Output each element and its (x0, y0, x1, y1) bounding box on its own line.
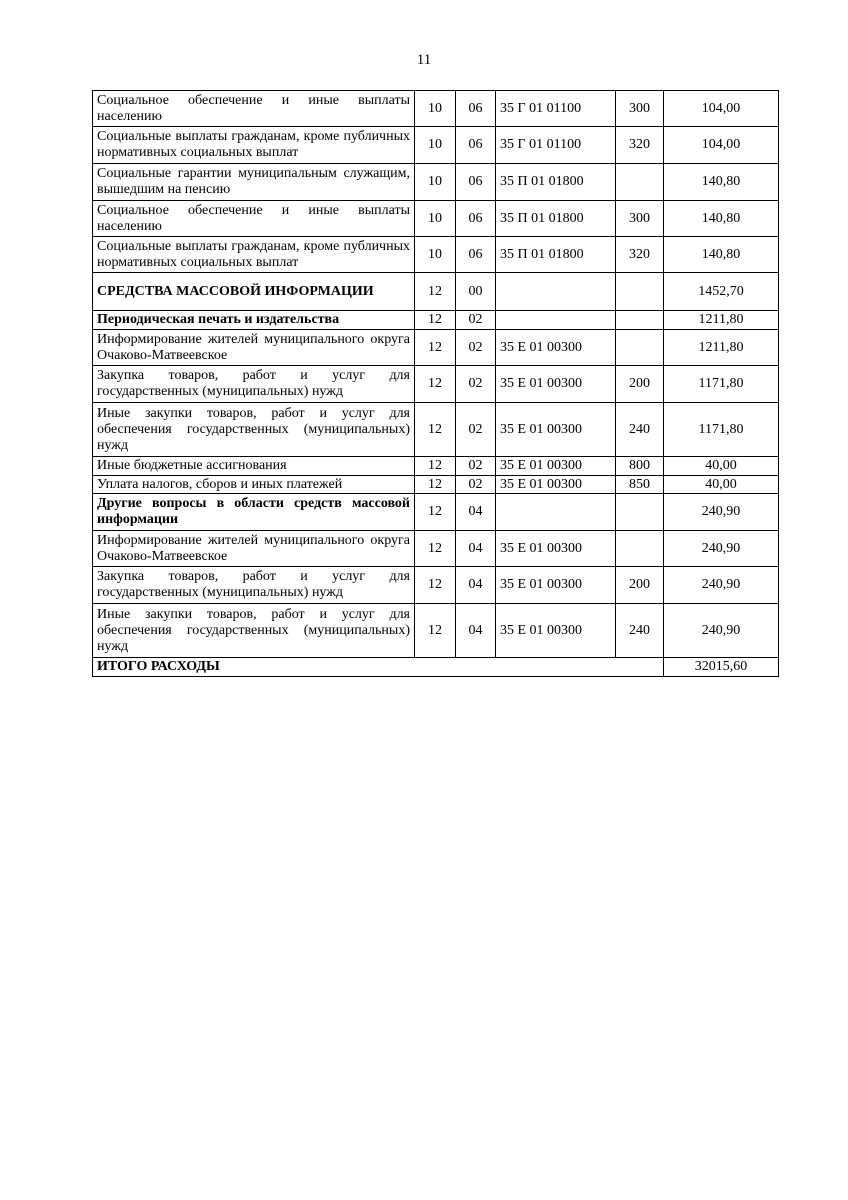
row-name: Другие вопросы в области средств массовой информации (93, 494, 415, 531)
row-expense-type: 320 (616, 127, 664, 164)
row-subsection: 02 (456, 476, 496, 494)
row-target-code: 35 Е 01 00300 (496, 366, 616, 403)
row-expense-type (616, 330, 664, 366)
row-section: 10 (415, 127, 456, 164)
table-row (93, 494, 779, 531)
row-target-code: 35 Е 01 00300 (496, 403, 616, 457)
row-subsection: 02 (456, 311, 496, 330)
row-name: Социальное обеспечение и иные выплаты населению (93, 201, 415, 237)
row-amount: 1171,80 (664, 403, 779, 457)
row-name: Информирование жителей муниципального округа Очаково-Матвеевское (93, 531, 415, 567)
row-name: Информирование жителей муниципального округа Очаково-Матвеевское (93, 330, 415, 366)
row-section: 12 (415, 403, 456, 457)
row-target-code (496, 311, 616, 330)
table-row (93, 127, 779, 164)
row-amount: 40,00 (664, 476, 779, 494)
row-amount: 104,00 (664, 127, 779, 164)
row-section: 10 (415, 164, 456, 201)
row-amount: 1211,80 (664, 311, 779, 330)
table-row (93, 567, 779, 604)
row-amount: 240,90 (664, 567, 779, 604)
row-subsection: 06 (456, 164, 496, 201)
row-target-code: 35 П 01 01800 (496, 164, 616, 201)
total-row (93, 658, 779, 677)
row-amount: 240,90 (664, 604, 779, 658)
row-target-code: 35 Е 01 00300 (496, 567, 616, 604)
row-target-code (496, 494, 616, 531)
row-expense-type: 300 (616, 91, 664, 127)
table-row (93, 457, 779, 476)
page-number: 11 (416, 52, 432, 68)
row-amount: 240,90 (664, 494, 779, 531)
table-row (93, 476, 779, 494)
table-row (93, 403, 779, 457)
row-expense-type (616, 273, 664, 311)
row-amount: 240,90 (664, 531, 779, 567)
row-expense-type (616, 531, 664, 567)
row-section: 12 (415, 476, 456, 494)
row-amount: 140,80 (664, 201, 779, 237)
row-name: Социальное обеспечение и иные выплаты населению (93, 91, 415, 127)
row-name: Иные закупки товаров, работ и услуг для обеспечения государственных (муниципальных) нужд (93, 604, 415, 658)
row-name: СРЕДСТВА МАССОВОЙ ИНФОРМАЦИИ (93, 273, 415, 311)
row-expense-type (616, 311, 664, 330)
row-expense-type (616, 164, 664, 201)
row-target-code: 35 П 01 01800 (496, 237, 616, 273)
row-amount: 1452,70 (664, 273, 779, 311)
row-subsection: 06 (456, 127, 496, 164)
row-subsection: 06 (456, 91, 496, 127)
row-subsection: 06 (456, 237, 496, 273)
row-target-code: 35 Г 01 01100 (496, 91, 616, 127)
table-row (93, 237, 779, 273)
row-section: 12 (415, 457, 456, 476)
row-target-code: 35 Е 01 00300 (496, 457, 616, 476)
row-expense-type: 800 (616, 457, 664, 476)
row-amount: 140,80 (664, 164, 779, 201)
row-expense-type: 320 (616, 237, 664, 273)
row-subsection: 04 (456, 604, 496, 658)
row-expense-type: 240 (616, 403, 664, 457)
row-section: 12 (415, 494, 456, 531)
row-expense-type: 200 (616, 366, 664, 403)
row-expense-type: 240 (616, 604, 664, 658)
table-row (93, 366, 779, 403)
table-row (93, 330, 779, 366)
row-section: 12 (415, 567, 456, 604)
row-subsection: 04 (456, 494, 496, 531)
row-subsection: 04 (456, 531, 496, 567)
row-target-code: 35 П 01 01800 (496, 201, 616, 237)
row-section: 10 (415, 237, 456, 273)
row-amount: 1211,80 (664, 330, 779, 366)
table-row (93, 164, 779, 201)
row-section: 12 (415, 531, 456, 567)
row-section: 12 (415, 311, 456, 330)
table-row (93, 531, 779, 567)
row-target-code: 35 Г 01 01100 (496, 127, 616, 164)
row-subsection: 00 (456, 273, 496, 311)
row-section: 12 (415, 366, 456, 403)
row-amount: 104,00 (664, 91, 779, 127)
row-name: Иные закупки товаров, работ и услуг для обеспечения государственных (муниципальных) нужд (93, 403, 415, 457)
row-amount: 1171,80 (664, 366, 779, 403)
budget-table-body (93, 91, 779, 677)
row-target-code: 35 Е 01 00300 (496, 531, 616, 567)
row-target-code: 35 Е 01 00300 (496, 330, 616, 366)
row-section: 12 (415, 330, 456, 366)
row-name: Периодическая печать и издательства (93, 311, 415, 330)
row-subsection: 04 (456, 567, 496, 604)
total-amount: 32015,60 (664, 658, 779, 677)
table-row (93, 91, 779, 127)
row-section: 10 (415, 201, 456, 237)
total-label: ИТОГО РАСХОДЫ (93, 658, 664, 677)
row-subsection: 02 (456, 366, 496, 403)
row-name: Социальные гарантии муниципальным служащим, вышедшим на пенсию (93, 164, 415, 201)
row-name: Закупка товаров, работ и услуг для государственных (муниципальных) нужд (93, 567, 415, 604)
row-amount: 140,80 (664, 237, 779, 273)
row-name: Социальные выплаты гражданам, кроме публичных нормативных социальных выплат (93, 237, 415, 273)
row-expense-type: 300 (616, 201, 664, 237)
table-row (93, 273, 779, 311)
row-section: 12 (415, 604, 456, 658)
row-target-code (496, 273, 616, 311)
table-row (93, 201, 779, 237)
row-subsection: 02 (456, 403, 496, 457)
row-name: Уплата налогов, сборов и иных платежей (93, 476, 415, 494)
table-row (93, 311, 779, 330)
row-expense-type: 850 (616, 476, 664, 494)
row-amount: 40,00 (664, 457, 779, 476)
table-row (93, 604, 779, 658)
row-target-code: 35 Е 01 00300 (496, 604, 616, 658)
row-name: Закупка товаров, работ и услуг для государственных (муниципальных) нужд (93, 366, 415, 403)
row-section: 12 (415, 273, 456, 311)
row-subsection: 06 (456, 201, 496, 237)
row-expense-type: 200 (616, 567, 664, 604)
row-subsection: 02 (456, 457, 496, 476)
row-section: 10 (415, 91, 456, 127)
budget-table (92, 90, 779, 677)
row-name: Социальные выплаты гражданам, кроме публичных нормативных социальных выплат (93, 127, 415, 164)
row-target-code: 35 Е 01 00300 (496, 476, 616, 494)
row-subsection: 02 (456, 330, 496, 366)
row-expense-type (616, 494, 664, 531)
row-name: Иные бюджетные ассигнования (93, 457, 415, 476)
